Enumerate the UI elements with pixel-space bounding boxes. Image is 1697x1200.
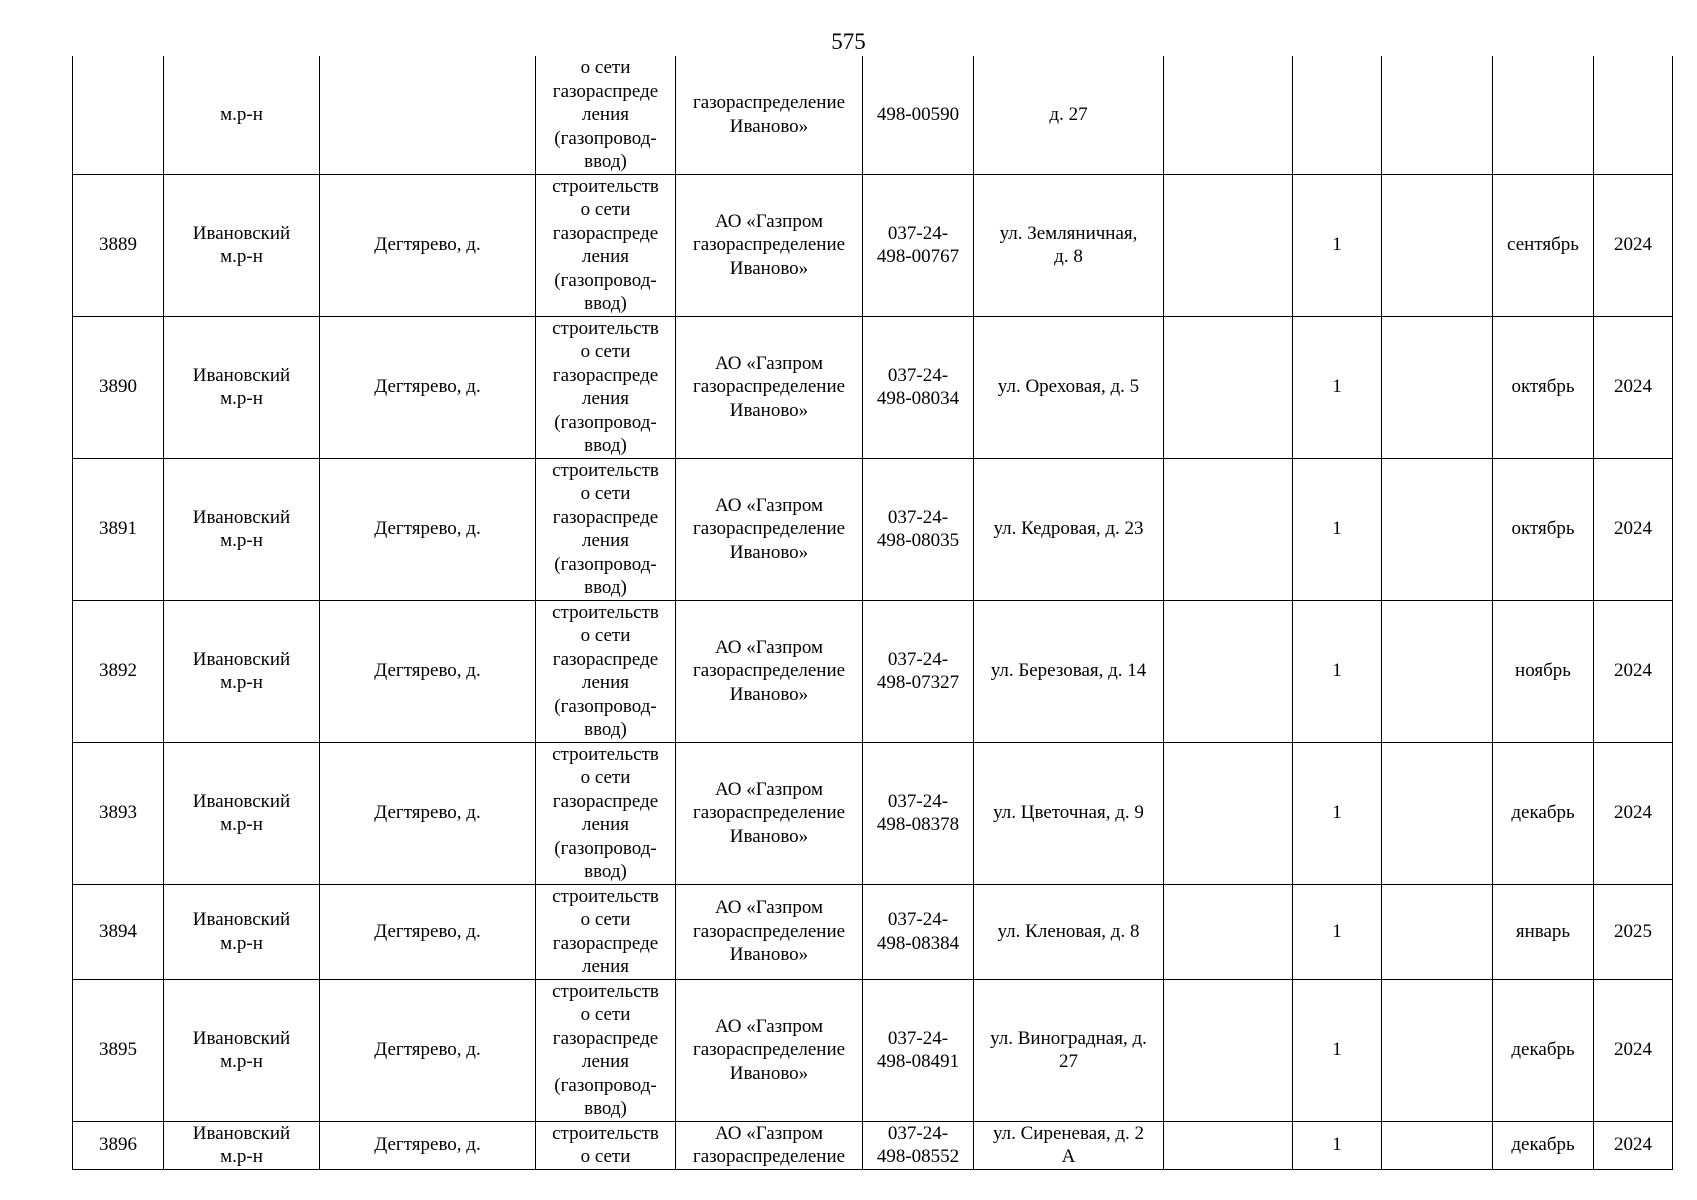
empty-cell (1164, 979, 1293, 1121)
month-cell: декабрь (1493, 742, 1594, 884)
work-type-line: (газопровод- (554, 553, 657, 575)
work-type-line: о сети (580, 909, 631, 930)
table-row (73, 979, 1673, 1121)
settlement-cell: Дегтярево, д. (320, 884, 536, 979)
empty-cell (1164, 316, 1293, 458)
row-number-cell: 3890 (73, 316, 164, 458)
empty-cell (1164, 1121, 1293, 1169)
registration-number-cell: 037-24- 498-08552 (863, 1121, 974, 1169)
district-cell: Ивановский м.р-н (164, 1121, 320, 1169)
work-type-line: (газопровод- (554, 127, 657, 149)
operator-cell: АО «Газпром газораспределение Иваново» (676, 458, 863, 600)
quantity-cell: 1 (1293, 600, 1382, 742)
registration-number-cell: 037-24- 498-00767 (863, 174, 974, 316)
quantity-cell: 1 (1293, 458, 1382, 600)
operator-cell: АО «Газпром газораспределение Иваново» (676, 316, 863, 458)
work-type-line: строительств (552, 601, 659, 623)
empty-cell (1382, 742, 1493, 884)
district-cell: Ивановский м.р-н (164, 742, 320, 884)
empty-cell (1164, 174, 1293, 316)
quantity-cell: 1 (1293, 884, 1382, 979)
empty-cell (1382, 979, 1493, 1121)
row-number-cell: 3889 (73, 174, 164, 316)
table-row (73, 600, 1673, 742)
quantity-cell: 1 (1293, 979, 1382, 1121)
address-cell: д. 27 (974, 56, 1164, 174)
settlement-cell: Дегтярево, д. (320, 742, 536, 884)
settlement-cell (320, 56, 536, 174)
empty-cell (1382, 174, 1493, 316)
district-cell: Ивановский м.р-н (164, 600, 320, 742)
empty-cell (1382, 316, 1493, 458)
year-cell: 2024 (1594, 458, 1673, 600)
district-cell: Ивановский м.р-н (164, 316, 320, 458)
quantity-cell: 1 (1293, 316, 1382, 458)
work-type-line: (газопровод- (554, 837, 657, 859)
work-type-line: строительств (552, 1122, 659, 1144)
table-row-continuation (73, 56, 1673, 174)
work-type-line: ления (582, 672, 629, 693)
district-cell: Ивановский м.р-н (164, 884, 320, 979)
district-cell: Ивановский м.р-н (164, 458, 320, 600)
work-type-line: ввод) (584, 435, 627, 456)
district-cell: Ивановский м.р-н (164, 979, 320, 1121)
work-type-cell (536, 1121, 676, 1169)
work-type-line: строительств (552, 175, 659, 197)
district-cell: Ивановский м.р-н (164, 174, 320, 316)
empty-cell (1382, 884, 1493, 979)
work-type-line: (газопровод- (554, 1074, 657, 1096)
year-cell: 2025 (1594, 884, 1673, 979)
work-type-line: о сети (580, 1004, 631, 1025)
table-row (73, 1121, 1673, 1169)
work-type-line: о сети (580, 767, 631, 788)
row-number-cell (73, 56, 164, 174)
month-cell: сентябрь (1493, 174, 1594, 316)
month-cell: январь (1493, 884, 1594, 979)
work-type-cell (536, 979, 676, 1121)
quantity-cell: 1 (1293, 174, 1382, 316)
address-cell: ул. Цветочная, д. 9 (974, 742, 1164, 884)
month-cell (1493, 56, 1594, 174)
registration-number-cell: 037-24- 498-08384 (863, 884, 974, 979)
empty-cell (1164, 458, 1293, 600)
work-type-line: строительств (552, 980, 659, 1002)
work-type-line: о сети (580, 1146, 631, 1167)
work-type-line: ления (582, 104, 629, 125)
quantity-cell: 1 (1293, 1121, 1382, 1169)
work-type-cell (536, 316, 676, 458)
work-type-line: (газопровод- (554, 269, 657, 291)
work-type-line: о сети (580, 483, 631, 504)
district-cell: м.р-н (164, 56, 320, 174)
work-type-line: ления (582, 1051, 629, 1072)
row-number-cell: 3892 (73, 600, 164, 742)
operator-cell: АО «Газпром газораспределение Иваново» (676, 979, 863, 1121)
work-type-cell (536, 56, 676, 174)
table-row (73, 742, 1673, 884)
work-type-line: ввод) (584, 577, 627, 598)
year-cell: 2024 (1594, 742, 1673, 884)
empty-cell (1164, 600, 1293, 742)
work-type-line: ввод) (584, 719, 627, 740)
work-type-line: строительств (552, 885, 659, 907)
work-type-line: (газопровод- (554, 695, 657, 717)
registry-sheet (72, 56, 1672, 1167)
empty-cell (1164, 56, 1293, 174)
work-type-line: ввод) (584, 293, 627, 314)
settlement-cell: Дегтярево, д. (320, 1121, 536, 1169)
empty-cell (1382, 600, 1493, 742)
year-cell: 2024 (1594, 316, 1673, 458)
address-cell: ул. Земляничная, д. 8 (974, 174, 1164, 316)
row-number-cell: 3894 (73, 884, 164, 979)
work-type-line: газораспреде (552, 648, 659, 670)
work-type-line: газораспреде (552, 932, 659, 954)
row-number-cell: 3893 (73, 742, 164, 884)
row-number-cell: 3896 (73, 1121, 164, 1169)
work-type-line: строительств (552, 317, 659, 339)
year-cell: 2024 (1594, 979, 1673, 1121)
operator-cell: АО «Газпром газораспределение Иваново» (676, 884, 863, 979)
address-cell: ул. Виноградная, д. 27 (974, 979, 1164, 1121)
address-cell: ул. Ореховая, д. 5 (974, 316, 1164, 458)
registration-number-cell: 037-24- 498-08035 (863, 458, 974, 600)
operator-cell: АО «Газпром газораспределение Иваново» (676, 742, 863, 884)
month-cell: октябрь (1493, 458, 1594, 600)
empty-cell (1164, 742, 1293, 884)
work-type-line: ввод) (584, 151, 627, 172)
quantity-cell (1293, 56, 1382, 174)
table-row (73, 458, 1673, 600)
table-row (73, 316, 1673, 458)
year-cell: 2024 (1594, 174, 1673, 316)
year-cell (1594, 56, 1673, 174)
registration-number-cell: 498-00590 (863, 56, 974, 174)
table-row (73, 174, 1673, 316)
work-type-line: газораспреде (552, 790, 659, 812)
operator-cell: газораспределение Иваново» (676, 56, 863, 174)
work-type-line: строительств (552, 459, 659, 481)
page-number: 575 (831, 29, 866, 54)
quantity-cell: 1 (1293, 742, 1382, 884)
registration-number-cell: 037-24- 498-08491 (863, 979, 974, 1121)
address-cell: ул. Сиреневая, д. 2 А (974, 1121, 1164, 1169)
empty-cell (1382, 1121, 1493, 1169)
empty-cell (1382, 56, 1493, 174)
work-type-cell (536, 458, 676, 600)
work-type-line: ввод) (584, 861, 627, 882)
work-type-line: газораспреде (552, 364, 659, 386)
empty-cell (1382, 458, 1493, 600)
address-cell: ул. Кленовая, д. 8 (974, 884, 1164, 979)
year-cell: 2024 (1594, 1121, 1673, 1169)
settlement-cell: Дегтярево, д. (320, 600, 536, 742)
settlement-cell: Дегтярево, д. (320, 979, 536, 1121)
work-type-line: о сети (580, 199, 631, 220)
year-cell: 2024 (1594, 600, 1673, 742)
registry-body (73, 56, 1673, 1169)
work-type-line: ления (582, 814, 629, 835)
work-type-line: газораспреде (552, 506, 659, 528)
work-type-line: ления (582, 530, 629, 551)
operator-cell: АО «Газпром газораспределение Иваново» (676, 174, 863, 316)
work-type-cell (536, 174, 676, 316)
address-cell: ул. Березовая, д. 14 (974, 600, 1164, 742)
work-type-line: о сети (580, 341, 631, 362)
work-type-line: (газопровод- (554, 411, 657, 433)
table-row (73, 884, 1673, 979)
work-type-line: газораспреде (552, 222, 659, 244)
month-cell: декабрь (1493, 979, 1594, 1121)
month-cell: октябрь (1493, 316, 1594, 458)
gas-network-registry-table (72, 56, 1673, 1170)
work-type-line: ления (582, 956, 629, 977)
settlement-cell: Дегтярево, д. (320, 174, 536, 316)
work-type-cell (536, 600, 676, 742)
work-type-line: газораспреде (552, 80, 659, 102)
registration-number-cell: 037-24- 498-08034 (863, 316, 974, 458)
work-type-line: о сети (580, 57, 631, 78)
operator-cell: АО «Газпром газораспределение (676, 1121, 863, 1169)
settlement-cell: Дегтярево, д. (320, 458, 536, 600)
row-number-cell: 3895 (73, 979, 164, 1121)
work-type-line: строительств (552, 743, 659, 765)
work-type-cell (536, 742, 676, 884)
work-type-line: ления (582, 388, 629, 409)
work-type-line: о сети (580, 625, 631, 646)
month-cell: декабрь (1493, 1121, 1594, 1169)
address-cell: ул. Кедровая, д. 23 (974, 458, 1164, 600)
empty-cell (1164, 884, 1293, 979)
work-type-line: ввод) (584, 1098, 627, 1119)
work-type-line: ления (582, 246, 629, 267)
settlement-cell: Дегтярево, д. (320, 316, 536, 458)
month-cell: ноябрь (1493, 600, 1594, 742)
registration-number-cell: 037-24- 498-07327 (863, 600, 974, 742)
operator-cell: АО «Газпром газораспределение Иваново» (676, 600, 863, 742)
work-type-line: газораспреде (552, 1027, 659, 1049)
registration-number-cell: 037-24- 498-08378 (863, 742, 974, 884)
work-type-cell (536, 884, 676, 979)
row-number-cell: 3891 (73, 458, 164, 600)
